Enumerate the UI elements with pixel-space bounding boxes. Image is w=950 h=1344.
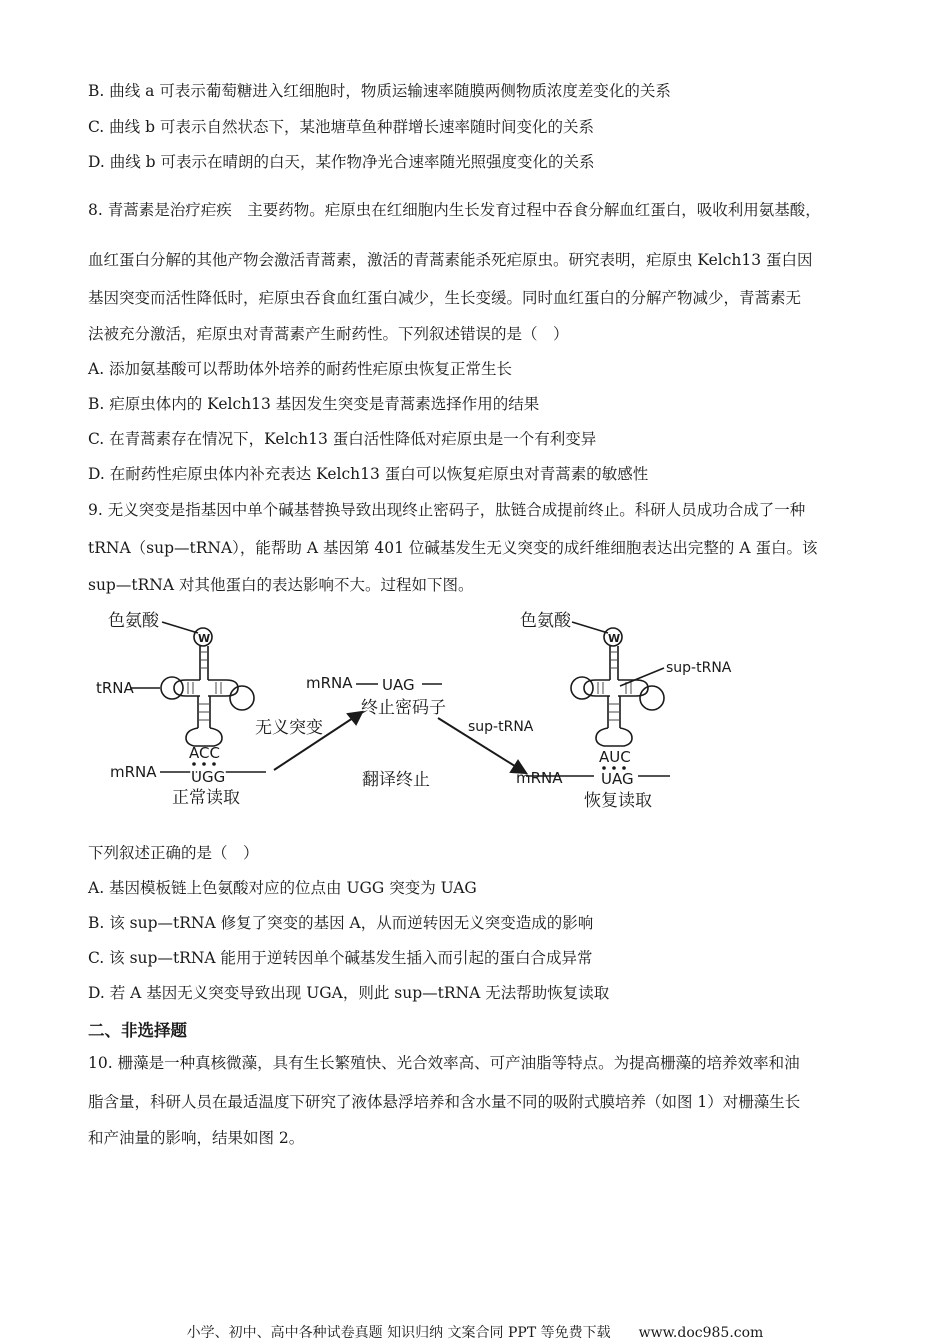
q8-option-b: B. 疟原虫体内的 Kelch13 基因发生突变是青蒿素选择作用的结果: [88, 395, 540, 413]
q9-option-a: A. 基因模板链上色氨酸对应的位点由 UGG 突变为 UAG: [88, 879, 477, 897]
right-w-label: W: [608, 632, 621, 645]
q9-option-b: B. 该 sup—tRNA 修复了突变的基因 A，从而逆转因无义突变造成的影响: [88, 914, 594, 932]
left-anticodon-label: ACC: [189, 744, 220, 762]
q9-option-c: C. 该 sup—tRNA 能用于逆转因单个碱基发生插入而引起的蛋白合成异常: [88, 949, 593, 967]
q10-stem-line2: 脂含量，科研人员在最适温度下研究了液体悬浮培养和含水量不同的吸附式膜培养（如图 1）对栅藻生长: [88, 1093, 801, 1111]
option-b-prev: B. 曲线 a 可表示葡萄糖进入红细胞时，物质运输速率随膜两侧物质浓度差变化的关系: [88, 82, 671, 100]
translation-termination-label: 翻译终止: [362, 770, 430, 790]
q8-stem-line1: 8. 青蒿素是治疗疟疾 主要药物。疟原虫在红细胞内生长发育过程中吞食分解血红蛋白，吸收利用氨基酸，: [88, 201, 821, 219]
sup-trna-diagram: [526, 622, 670, 776]
q8-stem-line3: 基因突变而活性降低时，疟原虫吞食血红蛋白减少，生长变缓。同时血红蛋白的分解产物减少，青蒿素无: [88, 289, 802, 307]
left-mrna-label: mRNA: [110, 763, 157, 781]
mid-mrna-label: mRNA: [306, 674, 353, 692]
section-title: 二、非选择题: [88, 1021, 187, 1040]
q8-option-d: D. 在耐药性疟原虫体内补充表达 Kelch13 蛋白可以恢复疟原虫对青蒿素的敏感性: [88, 465, 649, 483]
q8-option-c: C. 在青蒿素存在情况下，Kelch13 蛋白活性降低对疟原虫是一个有利变异: [88, 430, 597, 448]
option-c-prev: C. 曲线 b 可表示自然状态下，某池塘草鱼种群增长速率随时间变化的关系: [88, 118, 594, 136]
stop-codon-label: 终止密码子: [361, 698, 446, 718]
mid-codon-label: UAG: [382, 676, 415, 694]
left-codon-label: UGG: [191, 768, 226, 786]
q9-prompt: 下列叙述正确的是（ ）: [88, 844, 259, 862]
q9-stem-line2: tRNA（sup—tRNA），能帮助 A 基因第 401 位碱基发生无义突变的成纤维细胞表达出完整的 A 蛋白。该: [88, 539, 818, 557]
left-amino-acid-label: 色氨酸: [108, 611, 159, 631]
q8-stem-line4: 法被充分激活，疟原虫对青蒿素产生耐药性。下列叙述错误的是（ ）: [88, 325, 569, 343]
left-pairing-dots: [192, 762, 216, 766]
aa-link-line: [162, 622, 198, 633]
q9-stem-line3: sup—tRNA 对其他蛋白的表达影响不大。过程如下图。: [88, 576, 474, 594]
right-codon-label: UAG: [601, 770, 634, 788]
q10-stem-line3: 和产油量的影响，结果如图 2。: [88, 1129, 305, 1147]
arrow-sup-trna-label: sup-tRNA: [468, 719, 534, 735]
q9-option-d: D. 若 A 基因无义突变导致出现 UGA，则此 sup—tRNA 无法帮助恢复读取: [88, 984, 610, 1002]
right-anticodon-label: AUC: [599, 748, 631, 766]
right-mrna-label: mRNA: [516, 769, 563, 787]
left-trna-label: tRNA: [96, 679, 134, 697]
q8-stem-line2: 血红蛋白分解的其他产物会激活青蒿素，激活的青蒿素能杀死疟原虫。研究表明，疟原虫 Kelch13 蛋白因: [88, 251, 813, 269]
nonsense-mutation-label: 无义突变: [255, 718, 323, 738]
option-d-prev: D. 曲线 b 可表示在晴朗的白天，某作物净光合速率随光照强度变化的关系: [88, 153, 595, 171]
q8-option-a: A. 添加氨基酸可以帮助体外培养的耐药性疟原虫恢复正常生长: [88, 360, 513, 378]
left-w-label: W: [198, 632, 211, 645]
right-amino-acid-label: 色氨酸: [520, 611, 571, 631]
trna-diagram: [90, 600, 750, 825]
left-caption: 正常读取: [172, 788, 240, 808]
q9-stem-line1: 9. 无义突变是指基因中单个碱基替换导致出现终止密码子，肽链合成提前终止。科研人员成功合成了一种: [88, 501, 806, 519]
right-sup-trna-label: sup-tRNA: [666, 660, 732, 676]
right-caption: 恢复读取: [584, 791, 652, 811]
q10-stem-line1: 10. 栅藻是一种真核微藻，具有生长繁殖快、光合效率高、可产油脂等特点。为提高栅藻的培养效率和油: [88, 1054, 800, 1072]
page-footer: 小学、初中、高中各种试卷真题 知识归纳 文案合同 PPT 等免费下载 www.doc985.com: [186, 1325, 764, 1341]
